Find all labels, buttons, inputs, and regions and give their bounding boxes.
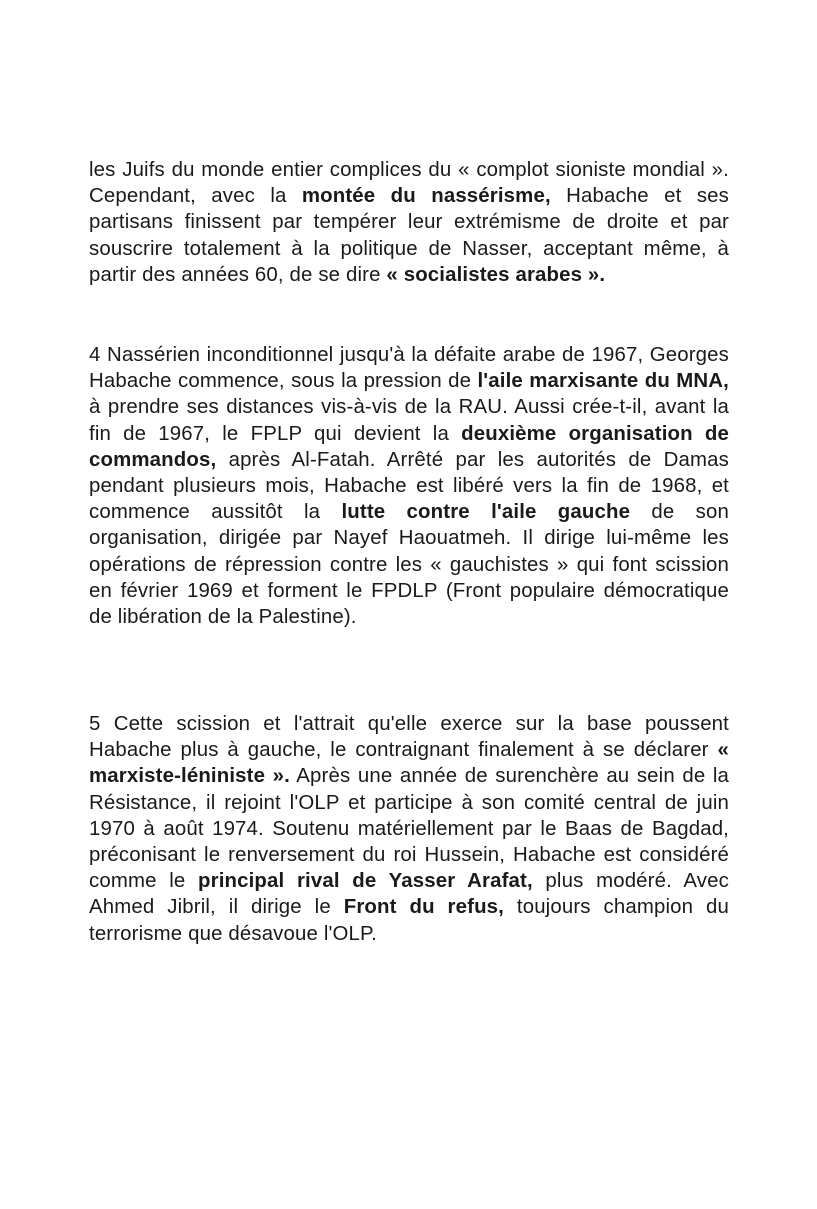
paragraph-1-text-1: les Juifs du monde entier complices du « complot sioniste mondial ». Cependant, avec la [89, 159, 729, 208]
paragraph-2-text-1: 4 Nassérien inconditionnel jusqu'à la défaite arabe de 1967, Georges Habache commence, sous la pression de [89, 344, 729, 393]
paragraph-2 [89, 342, 729, 630]
paragraph-3-bold-2: principal rival de Yasser Arafat, [198, 870, 533, 893]
paragraph-1-bold-2: « socialistes arabes ». [386, 263, 606, 286]
paragraph-3-bold-1: « marxiste-léniniste ». [89, 739, 729, 788]
paragraph-3-text-4: toujours champion du terrorisme que désavoue l'OLP. [89, 896, 729, 945]
paragraph-2-text-3: après Al-Fatah. Arrêté par les autorités de Damas pendant plusieurs mois, Habache est libéré vers la fin de 1968, et commence aussitôt la [89, 448, 729, 524]
paragraph-2-bold-1: l'aile marxisante du MNA, [477, 370, 729, 393]
paragraph-1-text-2: Habache et ses partisans finissent par tempérer leur extrémisme de droite et par souscrire totalement à la politique de Nasser, acceptant même, à partir des années 60, de se dire [89, 185, 730, 286]
paragraph-3-bold-3: Front du refus, [343, 896, 504, 919]
paragraph-3 [89, 711, 729, 947]
paragraph-2-bold-3: lutte contre l'aile gauche [341, 501, 631, 524]
paragraph-2-text-4: de son organisation, dirigée par Nayef Haouatmeh. Il dirige lui-même les opérations de répression contre les « gauchistes » qui font scission en février 1969 et forment le FPDLP (Front populaire démocratique de libération de la Palestine). [89, 501, 729, 629]
paragraph-3-text-3: plus modéré. Avec Ahmed Jibril, il dirige le [89, 870, 729, 919]
paragraph-2-text-2: à prendre ses distances vis-à-vis de la RAU. Aussi crée-t-il, avant la fin de 1967, le FPLP qui devient la [89, 396, 729, 445]
paragraph-2-bold-2: deuxième organisation de commandos, [89, 422, 729, 471]
paragraph-1-bold-1: montée du nassérisme, [301, 185, 551, 208]
paragraph-3-text-2: Après une année de surenchère au sein de la Résistance, il rejoint l'OLP et participe à son comité central de juin 1970 à août 1974. Soutenu matériellement par le Baas de Bagdad, préconisant le renversement du roi Hussein, Habache est considéré comme le [89, 765, 730, 893]
paragraph-1 [89, 157, 729, 288]
paragraph-3-text-1: 5 Cette scission et l'attrait qu'elle exerce sur la base poussent Habache plus à gauche, le contraignant finalement à se déclarer [89, 713, 729, 762]
